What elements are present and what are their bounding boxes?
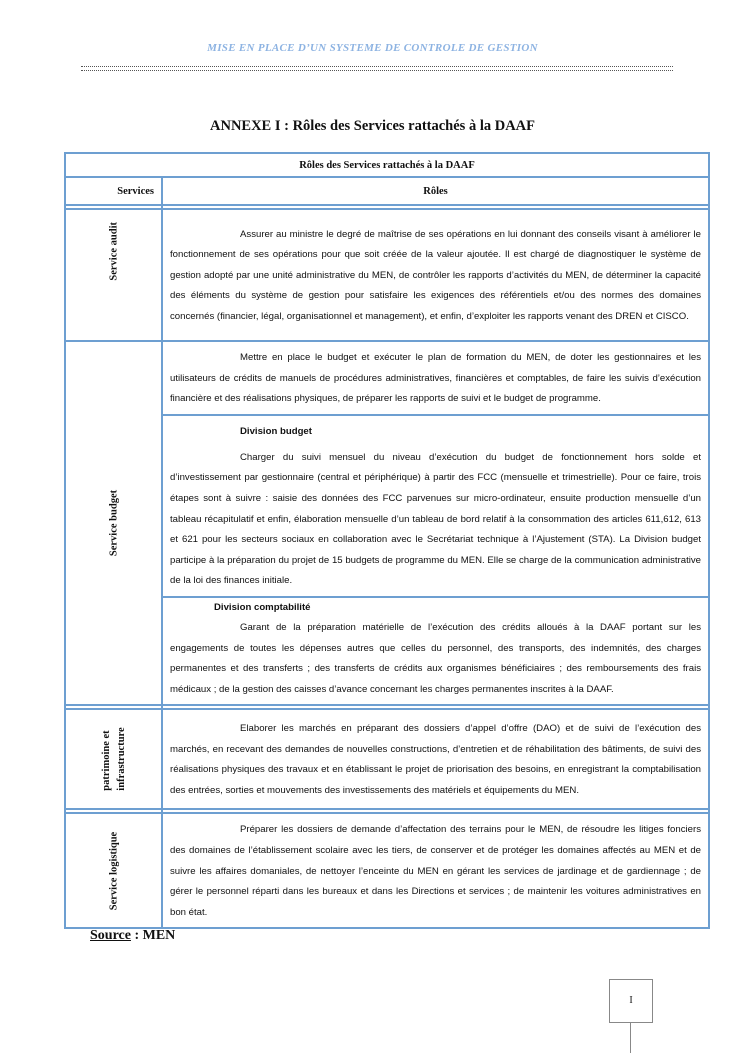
role-cell (162, 341, 709, 415)
division-budget-title: Division budget (240, 425, 312, 437)
column-header-roles: Rôles (162, 177, 709, 205)
service-patrimoine-label (99, 728, 129, 791)
table-row (65, 209, 709, 341)
service-budget-intro: Mettre en place le budget et exécuter le plan de formation du MEN, de doter les gestionnaires et les utilisateurs de crédits de manuels de procédures administratives, financières et comptables, de faire les suivis d’exécution financière et des réalisations physiques, de préparer les rapports de suivi et le budget de programme. (170, 352, 701, 405)
service-label-cell (65, 813, 162, 928)
service-logistique-label: Service logistique (108, 831, 119, 911)
service-logistique-text: Préparer les dossiers de demande d’affectation des terrains pour le MEN, de résoudre les litiges fonciers des domaines de l’établissement scolaire avec les tiers, de conserver et de protéger les domaines affectés au MEN et de suivre les affaires domaniales, de nettoyer l’enceinte du MEN en gérant les services de jardinage et de gardiennage ; de gérer le personnel réparti dans les bureaux et dans les Directions et services ; de maintenir les voitures administratives en bon état. (170, 824, 701, 918)
page-number: I (609, 979, 653, 1023)
role-cell (162, 209, 709, 341)
table-row (65, 709, 709, 809)
annex-title: ANNEXE I : Rôles des Services rattachés à la DAAF (210, 118, 535, 134)
source-value: : MEN (130, 928, 176, 943)
role-cell (162, 597, 709, 705)
table-row (65, 813, 709, 928)
service-patrimoine-text: Elaborer les marchés en préparant des dossiers d’appel d’offre (DAO) et de suivi de l’exécution des marchés, en recevant des demandes de nouvelles constructions, d’entretien et de réhabilitation des bâtiments, de suivi des réalisations physiques des travaux et en établissant le projet de priorisation des besoins, en enregistrant la comptabilisation des entrées, sorties et mouvements des investissements des matériels et équipements du MEN. (170, 723, 701, 796)
page-number-line (630, 1022, 631, 1053)
table-caption: Rôles des Services rattachés à la DAAF (65, 153, 709, 177)
service-patrimoine-label-line2: infrastructure (115, 727, 127, 791)
service-audit-label: Service audit (108, 222, 119, 281)
role-cell (162, 813, 709, 928)
table-row (65, 341, 709, 415)
role-cell (162, 709, 709, 809)
service-audit-text: Assurer au ministre le degré de maîtrise de ses opérations en lui donnant des conseils visant à améliorer le fonctionnement de ses opérations pour que soit créée de la valeur ajoutée. Il est chargé de diagnostiquer le système de gestion adopté par une unité administrative du MEN, de contrôler les rapports d’activités du MEN, de déterminer la capacité des éléments du système de gestion pour satisfaire les exigences des référentiels et/ou des normes des domaines concernés (financier, légal, organisationnel et management), et enfin, d’exploiter les rapports venant des DREN et CISCO. (170, 228, 701, 322)
service-patrimoine-label-line1: patrimoine et (100, 730, 112, 791)
header-divider (81, 66, 673, 71)
roles-table (64, 152, 710, 929)
service-label-cell (65, 341, 162, 705)
running-header: MISE EN PLACE D’UN SYSTEME DE CONTROLE DE GESTION (207, 42, 538, 54)
source-label: Source (90, 928, 131, 943)
service-label-cell (65, 709, 162, 809)
service-label-cell (65, 209, 162, 341)
service-budget-label: Service budget (108, 490, 119, 557)
role-cell (162, 415, 709, 597)
division-budget-text: Charger du suivi mensuel du niveau d’exécution du budget de fonctionnement hors solde et d’investissement par gestionnaire (central et périphérique) à partir des FCC (mensuelle et trimestrielle). Pour ce faire, trois étapes sont à suivre : saisie des données des FCC parvenues sur micro-ordinateur, ensuite production mensuelle d’un tableau récapitulatif et enfin, élaboration mensuelle d’un tableau de bord relatif à la consommation des articles 611,612, 613 et 621 pour les secteurs sociaux en collaboration avec le Secrétariat technique à l’Ajustement (STA). La Division budget participe à la préparation du projet de 15 budgets de programme du MEN. Elle se charge de la communication administrative de la loi des finances initiale. (170, 451, 701, 587)
column-header-services: Services (65, 177, 162, 205)
source-note (90, 928, 175, 944)
division-comptabilite-text: Garant de la préparation matérielle de l’exécution des crédits alloués à la DAAF portant sur les engagements de toutes les dépenses autres que celles du personnel, des transports, des indemnités, des charges permanentes et des transferts ; des transferts de crédits aux organismes bénéficiaires ; des remboursements des frais médicaux ; de la gestion des caisses d’avance concernant les charges permanentes inscrites à la DAAF. (170, 621, 701, 695)
division-comptabilite-title: Division comptabilité (214, 601, 311, 613)
